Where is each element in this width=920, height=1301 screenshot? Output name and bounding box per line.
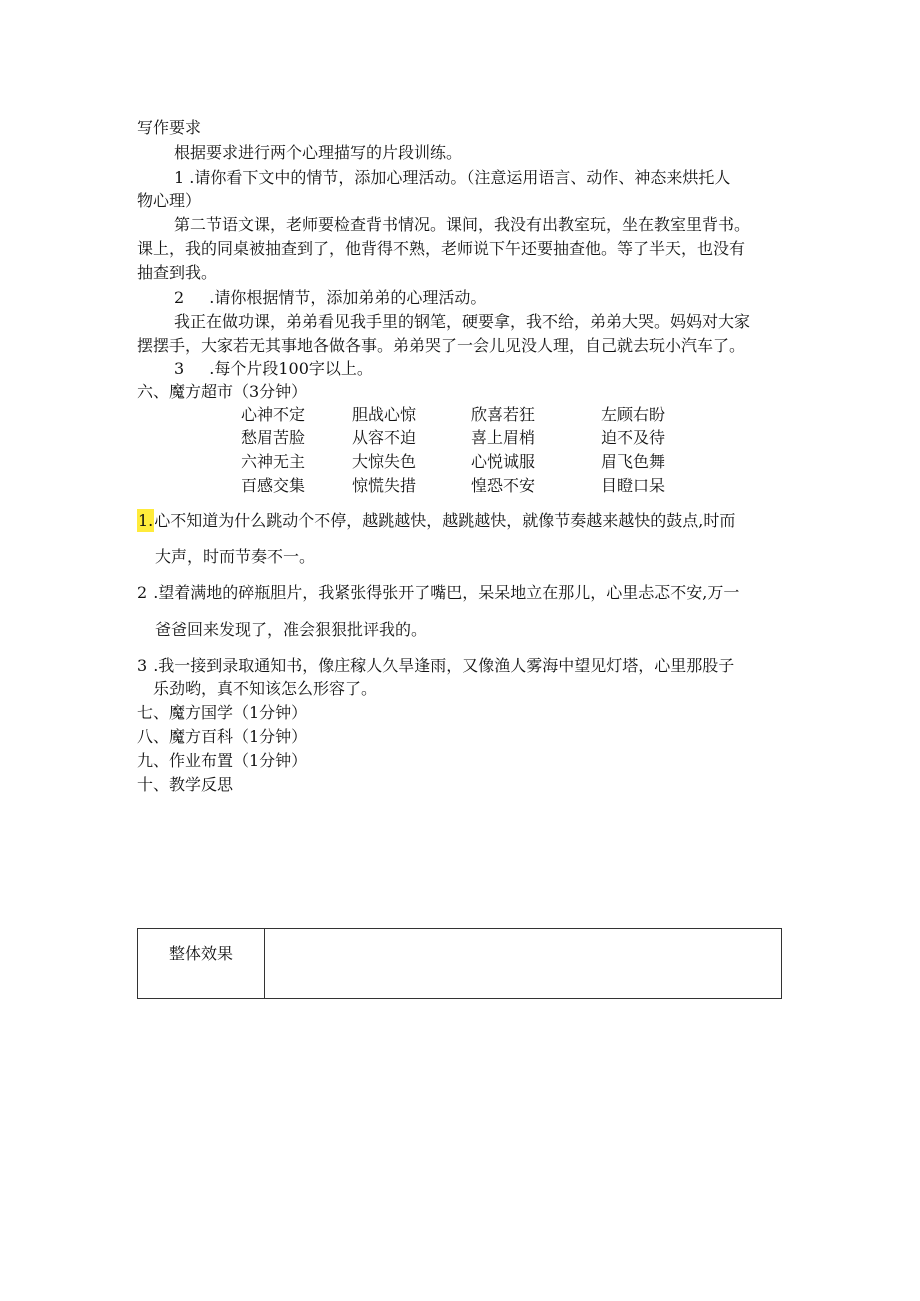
overall-effect-label: 整体效果 [138,929,265,999]
term-cell: 目瞪口呆 [601,476,666,495]
writing-item-1-cont: 物心理） [137,191,202,210]
item-text: .请你看下文中的情节，添加心理活动。（注意运用语言、动作、神态来烘托人 [189,168,731,187]
term-cell: 愁眉苦脸 [241,428,306,447]
passage-1-line-2: 课上，我的同桌被抽查到了，他背得不熟，老师说下午还要抽查他。等了半天，也没有 [137,239,746,258]
term-cell: 左顾右盼 [601,405,666,424]
term-cell: 百感交集 [241,476,306,495]
example-text: 心不知道为什么跳动个不停，越跳越快，越跳越快，就像节奏越来越快的鼓点,时而 [154,511,736,530]
item-number: 2 [174,288,185,307]
term-cell: 惊慌失措 [352,476,417,495]
item-text: .每个片段100字以上。 [209,359,373,378]
example-text: .望着满地的碎瓶胆片，我紧张得张开了嘴巴，呆呆地立在那儿，心里忐忑不安,万一 [153,583,740,602]
term-cell: 欣喜若狂 [471,405,536,424]
writing-item-3 [174,358,373,380]
example-3-line-2: 乐劲哟，真不知该怎么形容了。 [153,679,378,698]
example-number: 3 [137,656,148,675]
item-text: .请你根据情节，添加弟弟的心理活动。 [209,288,487,307]
example-number-highlight: 1. [138,511,154,530]
section-9-title: 九、作业布置（1分钟） [137,751,308,770]
example-3-line-1 [137,655,734,677]
term-cell: 喜上眉梢 [471,428,536,447]
passage-1-line-1: 第二节语文课，老师要检查背书情况。课间，我没有出教室玩，坐在教室里背书。 [174,215,751,234]
term-cell: 胆战心惊 [352,405,417,424]
evaluation-table [137,928,782,999]
table-row [138,929,782,999]
writing-intro: 根据要求进行两个心理描写的片段训练。 [174,143,463,162]
section-7-title: 七、魔方国学（1分钟） [137,703,308,722]
term-cell: 眉飞色舞 [601,452,666,471]
term-cell: 心神不定 [241,405,306,424]
example-1-line-2: 大声，时而节奏不一。 [155,547,316,566]
term-cell: 心悦诚服 [471,452,536,471]
item-number: 3 [174,359,185,378]
term-cell: 从容不迫 [352,428,417,447]
example-text: .我一接到录取通知书，像庄稼人久旱逢雨，又像渔人雾海中望见灯塔，心里那股子 [153,656,735,675]
passage-2-line-2: 摆摆手，大家若无其事地各做各事。弟弟哭了一会儿见没人理，自己就去玩小汽车了。 [137,336,746,355]
section-6-title: 六、魔方超市（3分钟） [137,382,308,401]
example-2-line-2: 爸爸回来发现了，准会狠狠批评我的。 [155,620,428,639]
example-1-line-1 [137,510,735,532]
term-cell: 六神无主 [241,452,306,471]
example-2-line-1 [137,582,739,604]
overall-effect-value[interactable] [265,929,782,999]
section-10-title: 十、教学反思 [137,775,234,794]
term-cell: 大惊失色 [352,452,417,471]
passage-1-line-3: 抽查到我。 [137,263,218,282]
writing-item-1 [174,167,730,189]
passage-2-line-1: 我正在做功课，弟弟看见我手里的钢笔，硬要拿，我不给，弟弟大哭。妈妈对大家 [174,312,751,331]
example-number: 2 [137,583,148,602]
section-8-title: 八、魔方百科（1分钟） [137,727,308,746]
item-number: 1 [174,168,185,187]
writing-title: 写作要求 [137,118,202,137]
term-cell: 迫不及待 [601,428,666,447]
term-cell: 惶恐不安 [471,476,536,495]
writing-item-2 [174,287,486,309]
